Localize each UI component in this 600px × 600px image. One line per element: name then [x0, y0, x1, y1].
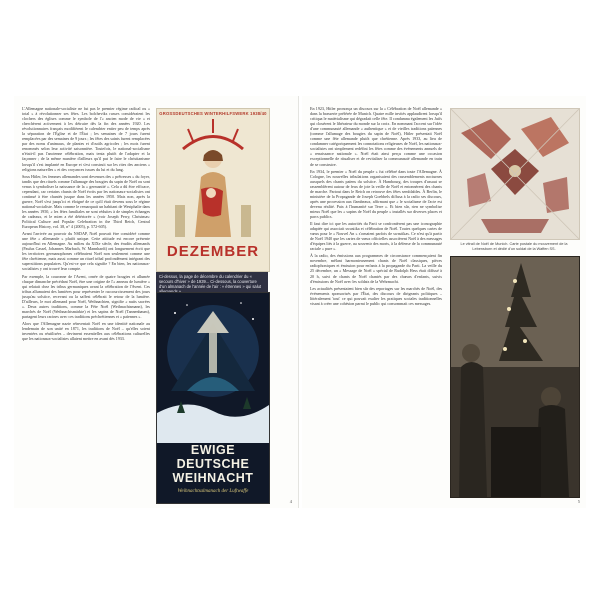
- stained-glass-postcard: [450, 108, 580, 240]
- paragraph: Avant l'arrivée au pouvoir du NSDAP, Noël pouvait être considéré comme une fête « allemande » plutôt unique. Cette attitude est encore présente aujourd'hui en Allemagne. Au milieu du XIXe siècle, des érudits allemands (Paulus Cassel, Johannes Marbach, W. Mannhardt) ont longuement écrit que les territoires germanophones célébraient Noël non seulement comme une fête chrétienne, mais aussi comme un rituel tribal profondément intégrant des superstitions populaires. Qu'est-ce que cela signifie ? En bien, les nationaux-socialistes y ont trouvé leur compte.: [22, 231, 150, 272]
- paragraph: Par exemple, la couronne de l'Avent, ornée de quatre bougies et allumée chaque dimanche précédant Noël, être une origine de l'« anneau de lumière » qui relatait chez les tribus germaniques avant la célébration de l'Avent. Ces tribus allumaient des lumières pour représenter le raccourcissement des jours jusqu'au solstice, recevant ou la saffest célébrait le retour de la lumière. D'ailleurs, le mot allemand pour Noël, Weihnachten, signifie « nuits sacrées ». Deux autres traditions, comme la Fête Noël (Weihnachtsmann), les marchés de Noël (Weihnachtsmärkte) et les sapins de Noël (Tannenbaum), partagent leurs racines avec ces traditions préchrétiennes et « païennes ».: [22, 273, 150, 319]
- paragraph: Il faut dire ici que les autorités du Parti se confrontèrent pas une iconographie adaptée qui associait swastika et célébration de Noël. Toutes quelques cartes de vœux pour le « Nouvel An » s'ornaient parfois de swastikas. Ce n'est qu'à partir de Noël 1940 que les cartes de vœux officielles associèrent Noël à des messages d'équipes liés à la guerre, au souvenir des morts, à la défense de la communauté raciale « pure ».: [310, 221, 442, 252]
- poster-month-title: DEZEMBER: [166, 243, 260, 260]
- left-text-column: [22, 106, 150, 500]
- soldiers-photo-illustration: [451, 257, 579, 497]
- mother-child-illustration: [163, 119, 263, 237]
- almanac-subtitle: Weihnachtsalmanach der Luftwaffe: [177, 489, 249, 494]
- december-calendar-poster: [156, 108, 270, 272]
- right-page: [302, 96, 586, 508]
- paragraph: L'Allemagne nationale-socialiste ne fut pas le premier régime radical ou « total » à révolutionner ses fêtes. Les bolcheviks russes considéraient les clochers des églises comme le symbole de l'« ancien mode de vie » et cherchèrent activement à les détruire dès la fin des années 1920. Les révolutionnaires français modifièrent le calendrier entier peu de temps après la séparation de l'Église et de l'État ; les semaines de 7 jours furent remplacées par des semaines de 9 jours ; les fêtes des saints furent remplacées par des noms d'animaux, de plantes et d'outils agricoles ; les mois furent renommés selon leur activité saisonnière. Toutefois, le national-socialisme n'était-il pas l'ancienne célébration, mais tenta plutôt de l'adapter et la façonner ; de la même manière d'ailleurs qu'il put le faire le christianisme lorsqu'il s'est implanté en Europe et s'est construit sur les rites des anciens « religions naturelles » et des croyances issues du lui et du lung.: [22, 106, 150, 172]
- title-line: WEIHNACHT: [172, 471, 254, 485]
- page-number: 4: [289, 499, 292, 504]
- paragraph: En 1923, Hitler prononça un discours sur la « Célébration de Noël allemande » dans la brasserie préférée de Munich. Quatre mille invités applaudirent lorsqu'il critiqua le matérialisme qui dégradait celle fête. Il condamna également les Juifs qui clouèrent le libérateur du monde sur la croix. En nommant l'accent sur l'idée d'une communauté allemande « authentique » et de vieilles traditions païennes (comme l'allumage des bougies du sapin de Noël), Hitler présentait Noël comme une fête allemande plutôt que chrétienne. Après 1933, au lieu de condamner catégoriquement les connotations religieuses de Noël, les nationaux-socialistes ont simplement redéfini les fêtes comme des événements annuels de « renaissance nationale ». Noël était ainsi perçu comme une occasion exceptionnelle de ritualiser et de revitaliser la communauté allemande en train de se construire.: [310, 106, 442, 167]
- image-caption: Le vitrail de Noël de Munich. Carte postale du mouvement de la Lebensborn et dédié d'un soldat de la Waffen SS.: [460, 242, 568, 251]
- image-caption: Ci-dessus, la page de décembre du calendrier du « secours d'hiver » de 1939... Ci-dessous, la couverture d'un almanach de l'année de l'air : « étrennes » qui salut: [156, 272, 268, 296]
- page-number: 5: [577, 499, 580, 504]
- stained-glass-illustration: [451, 109, 579, 239]
- paragraph: Alors que l'Allemagne nazie réinventait Noël en une identité nationale au lendemain de son unité en 1871, les traditions de Noël – qu'elles soient inventées ou réutilisées – devinrent essentielles aux célébrations culturelles que les nationaux-socialistes allaient mettre en avant dès 1933.: [22, 320, 150, 342]
- paragraph: Les actualités présentaient bien sûr des reportages sur les marchés de Noël, des événements sponsorisés par l'État, des discours de dirigeants politiques – littéralement 'tout' ce qui pouvait exalter les pratiques sociales traditionnelles visant à créer une cohésion parmi le public qui consommait ces messages.: [310, 285, 442, 306]
- right-text-column: [310, 106, 442, 500]
- paragraph: Sous Hitler, les femmes allemandes sont devenues des « prêtresses » du foyer, tandis que des rituels comme l'allumage des bougies du sapin de Noël ou sont venus à symboliser la naissance de la « germanité ». Cela a dû être efficace, cependant, car certains chants de Noël écrits par les nationaux-socialistes ont continué à être chantés jusque dans les années 1950. Mais non, après la guerre, Noël s'est jusqu'ici et éloigné de ce qu'il était devenu sous le régime national-socialiste. Mais comme le remarquait un habitant de Westphalie dans les années 1950, « les fêtes familiales ne sont réduites à de simples échanges de cadeaux, et le mien a été détériorée » (voir Joseph Perry, Christmas: Political Culture and Popular Celebration in the Third Reich, Central European History, vol. 38, n° 4 (2005), p. 572-605).: [22, 173, 150, 230]
- book-spread: [14, 96, 586, 508]
- paragraph: À la radio, des émissions aux programmes de circonstance commençaient fin novembre, mêlant harmonieusement chants de Noël classiques, pièces radiophoniques et émission pour enfants à la propagande du Parti. La veille du 25 décembre, un « Message de Noël » spécial de Rudolph Hess était diffusé à 20 h, suivi de chants de Noël chantés par des chœurs d'enfants, suivis d'émissions de Noël avec les soldats de la Wehrmacht.: [310, 253, 442, 284]
- left-page: [14, 96, 299, 508]
- title-line: EWIGE: [190, 443, 236, 457]
- paragraph: En 1934, le premier « Noël du peuple » fut célébré dans toute l'Allemagne. À Cologne, les nouvelles tribulations organisaient des rassemblements nocturnes auxquels des chants païens du solstice. À Hambourg, des troupes d'assaut se rassemblèrent autour de feux de joie la veille de Noël et entonnèrent des chants de marche. Partout dans le Reich on retrouve des fêtes semblables. À Berlin, le ministère de la Propagande de Joseph Goebbels diffusa à la radio ses discours, après une procession aux flambeaux, affirmant que « le socialisme de l'acte est devenu réalité. Paix à l'humanité sur Terre ». Et bien sûr, rien ne symbolise mieux Noël que les « sapins de Noël du peuple » installés sur diverses places et parcs publics.: [310, 168, 442, 219]
- almanac-cover-poster: [156, 292, 270, 504]
- poster-banner: GROSSDEUTSCHES WINTERHILFSWERK 1938/40: [159, 111, 267, 116]
- title-line: DEUTSCHE: [176, 457, 250, 471]
- almanac-title: [157, 443, 269, 485]
- soldiers-christmas-photo: [450, 256, 580, 498]
